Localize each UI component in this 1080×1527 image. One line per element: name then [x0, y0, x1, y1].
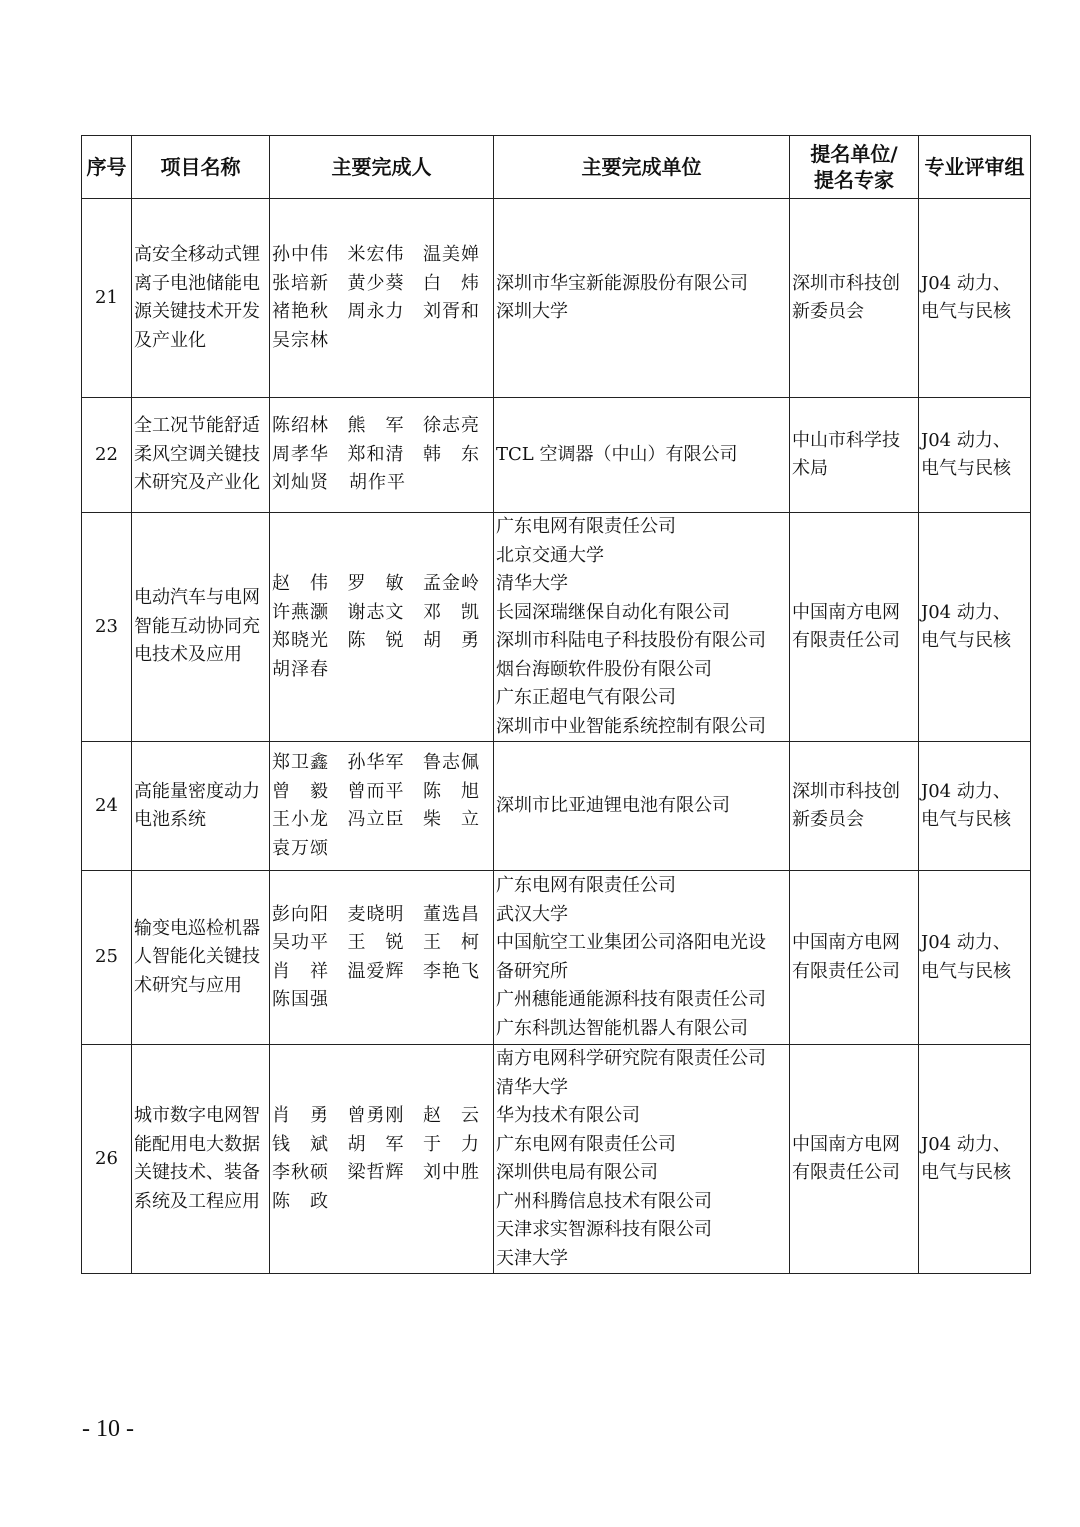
cell-units: [494, 871, 790, 1045]
people-line: [272, 778, 491, 807]
cell-units: [494, 742, 790, 871]
people-line: [272, 901, 491, 930]
header-no: 序号: [82, 136, 132, 199]
people-line: [272, 929, 491, 958]
person-name: 吴宗林: [272, 329, 328, 351]
table-row: [82, 1045, 1031, 1274]
person-name: 胡泽春: [272, 658, 328, 680]
cell-nominator: 中国南方电网有限责任公司: [790, 513, 919, 742]
person-name: 王 柯: [423, 932, 479, 953]
unit-name: 烟台海颐软件股份有限公司: [496, 658, 712, 680]
people-line: [272, 835, 491, 864]
cell-project-name: 电动汽车与电网智能互动协同充电技术及应用: [132, 513, 270, 742]
person-name: 白 炜: [423, 272, 479, 294]
person-name: 孙中伟: [272, 244, 328, 265]
cell-people: [270, 742, 494, 871]
person-name: 彭向阳: [272, 903, 328, 925]
cell-units: [494, 1045, 790, 1274]
person-name: 王小龙: [272, 809, 328, 830]
person-name: 胡 军: [347, 1133, 404, 1155]
unit-name: 广东科凯达智能机器人有限公司: [496, 1017, 748, 1039]
person-name: 赵 云: [423, 1105, 479, 1126]
unit-name: TCL 空调器（中山）有限公司: [496, 443, 738, 465]
unit-name: 深圳市中业智能系统控制有限公司: [496, 715, 766, 737]
people-line: [272, 412, 491, 441]
person-name: 冯立臣: [347, 809, 404, 830]
cell-review-group: J04 动力、电气与民核: [919, 398, 1031, 513]
people-line: [272, 627, 491, 656]
person-name: 吴功平: [272, 932, 328, 953]
table-row: [82, 871, 1031, 1045]
cell-review-group: J04 动力、电气与民核: [919, 199, 1031, 398]
people-line: [272, 986, 491, 1015]
people-line: [272, 599, 491, 628]
unit-name: 中国航空工业集团公司洛阳电光设: [496, 932, 766, 953]
unit-name: 广州科腾信息技术有限公司: [496, 1190, 712, 1212]
unit-name: 长园深瑞继保自动化有限公司: [496, 601, 730, 623]
person-name: 袁万颂: [272, 837, 328, 859]
header-people: 主要完成人: [270, 136, 494, 199]
table-row: [82, 199, 1031, 398]
person-name: 谢志文: [347, 601, 404, 623]
people-line: [272, 241, 491, 270]
person-name: 柴 立: [423, 809, 479, 830]
unit-name: 深圳供电局有限公司: [496, 1162, 658, 1183]
unit-name: 广东电网有限责任公司: [496, 516, 676, 537]
cell-review-group: J04 动力、电气与民核: [919, 871, 1031, 1045]
unit-name: 清华大学: [496, 573, 568, 594]
unit-name: 广东电网有限责任公司: [496, 1133, 676, 1155]
header-nominator: [790, 136, 919, 199]
person-name: 郑和清: [347, 443, 404, 465]
people-line: [272, 958, 491, 987]
unit-name: 武汉大学: [496, 903, 568, 925]
cell-no: 26: [82, 1045, 132, 1274]
cell-project-name: 全工况节能舒适柔风空调关键技术研究及产业化: [132, 398, 270, 513]
person-name: 董选昌: [423, 903, 479, 925]
unit-name: 南方电网科学研究院有限责任公司: [496, 1048, 766, 1069]
unit-name: 广东正超电气有限公司: [496, 687, 676, 708]
cell-people: [270, 199, 494, 398]
cell-nominator: 深圳市科技创新委员会: [790, 742, 919, 871]
cell-units: [494, 398, 790, 513]
person-name: 胡作平: [349, 472, 405, 494]
people-line: [272, 1131, 491, 1160]
cell-nominator: 中国南方电网有限责任公司: [790, 871, 919, 1045]
cell-units: [494, 199, 790, 398]
cell-project-name: 高安全移动式锂离子电池储能电源关键技术开发及产业化: [132, 199, 270, 398]
page-number: - 10 -: [82, 1416, 134, 1442]
person-name: 陈国强: [272, 989, 328, 1010]
person-name: 黄少葵: [347, 272, 404, 294]
person-name: 钱 斌: [272, 1133, 328, 1155]
unit-name: 深圳市华宝新能源股份有限公司: [496, 272, 748, 294]
cell-project-name: 高能量密度动力电池系统: [132, 742, 270, 871]
person-name: 孙华军: [347, 752, 404, 773]
cell-project-name: 城市数字电网智能配用电大数据关键技术、装备系统及工程应用: [132, 1045, 270, 1274]
person-name: 褚艳秋: [272, 301, 328, 322]
cell-people: [270, 1045, 494, 1274]
unit-name: 广州穗能通能源科技有限责任公司: [496, 989, 766, 1010]
unit-name: 广东电网有限责任公司: [496, 875, 676, 896]
person-name: 郑卫鑫: [272, 752, 328, 773]
cell-people: [270, 398, 494, 513]
person-name: 温爱辉: [347, 960, 404, 982]
header-nominator-line1: 提名单位/: [810, 142, 898, 166]
person-name: 陈 锐: [347, 630, 404, 651]
table-header-row: [82, 136, 1031, 199]
person-name: 赵 伟: [272, 573, 328, 594]
person-name: 陈 政: [272, 1190, 328, 1212]
people-line: [272, 327, 491, 356]
table-row: [82, 742, 1031, 871]
person-name: 王 锐: [347, 932, 404, 953]
unit-name: 北京交通大学: [496, 544, 604, 566]
people-line: [272, 806, 491, 835]
person-name: 郑晓光: [272, 630, 328, 651]
cell-no: 24: [82, 742, 132, 871]
cell-project-name: 输变电巡检机器人智能化关键技术研究与应用: [132, 871, 270, 1045]
unit-name: 天津求实智源科技有限公司: [496, 1219, 712, 1240]
cell-no: 23: [82, 513, 132, 742]
cell-review-group: J04 动力、电气与民核: [919, 513, 1031, 742]
unit-name: 深圳大学: [496, 301, 568, 322]
cell-nominator: 中山市科学技术局: [790, 398, 919, 513]
person-name: 罗 敏: [347, 573, 404, 594]
person-name: 李秋硕: [272, 1162, 328, 1183]
cell-review-group: J04 动力、电气与民核: [919, 1045, 1031, 1274]
unit-name: 天津大学: [496, 1247, 568, 1269]
people-line: [272, 1102, 491, 1131]
cell-no: 21: [82, 199, 132, 398]
cell-units: [494, 513, 790, 742]
cell-no: 25: [82, 871, 132, 1045]
cell-no: 22: [82, 398, 132, 513]
people-line: [272, 570, 491, 599]
person-name: 周永力: [347, 301, 404, 322]
awards-table: [81, 135, 1031, 1274]
people-line: [272, 441, 491, 470]
person-name: 熊 军: [347, 415, 404, 437]
people-line: [272, 1188, 491, 1217]
people-line: [272, 749, 491, 778]
header-group: 专业评审组: [919, 136, 1031, 199]
person-name: 曾而平: [347, 780, 404, 802]
unit-name: 深圳市比亚迪锂电池有限公司: [496, 794, 730, 816]
unit-name: 备研究所: [496, 960, 568, 982]
person-name: 陈 旭: [423, 780, 479, 802]
person-name: 许燕灏: [272, 601, 328, 623]
header-project: 项目名称: [132, 136, 270, 199]
person-name: 刘胥和: [423, 301, 479, 322]
person-name: 温美婵: [423, 244, 479, 265]
person-name: 孟金岭: [423, 573, 479, 594]
cell-review-group: J04 动力、电气与民核: [919, 742, 1031, 871]
person-name: 肖 勇: [272, 1105, 328, 1126]
cell-people: [270, 513, 494, 742]
table-row: [82, 513, 1031, 742]
people-line: [272, 270, 491, 299]
cell-people: [270, 871, 494, 1045]
cell-nominator: 深圳市科技创新委员会: [790, 199, 919, 398]
person-name: 曾勇刚: [347, 1105, 404, 1126]
person-name: 麦晓明: [347, 903, 404, 925]
person-name: 陈绍林: [272, 415, 328, 437]
header-units: 主要完成单位: [494, 136, 790, 199]
person-name: 邓 凯: [423, 601, 479, 623]
person-name: 肖 祥: [272, 960, 328, 982]
person-name: 米宏伟: [347, 244, 404, 265]
people-line: [272, 298, 491, 327]
table-row: [82, 398, 1031, 513]
person-name: 张培新: [272, 272, 328, 294]
person-name: 胡 勇: [423, 630, 479, 651]
unit-name: 华为技术有限公司: [496, 1105, 640, 1126]
unit-name: 清华大学: [496, 1076, 568, 1098]
unit-name: 深圳市科陆电子科技股份有限公司: [496, 630, 766, 651]
person-name: 刘中胜: [423, 1162, 479, 1183]
header-nominator-line2: 提名专家: [814, 168, 894, 192]
person-name: 徐志亮: [423, 415, 479, 437]
person-name: 曾 毅: [272, 780, 328, 802]
person-name: 周孝华: [272, 443, 328, 465]
person-name: 鲁志佩: [423, 752, 479, 773]
cell-nominator: 中国南方电网有限责任公司: [790, 1045, 919, 1274]
people-line: [272, 1159, 491, 1188]
person-name: 刘灿贤: [272, 472, 328, 494]
person-name: 梁哲辉: [347, 1162, 404, 1183]
people-line: [272, 656, 491, 685]
person-name: 韩 东: [423, 443, 479, 465]
people-line: [272, 469, 491, 498]
person-name: 于 力: [423, 1133, 479, 1155]
person-name: 李艳飞: [423, 960, 479, 982]
